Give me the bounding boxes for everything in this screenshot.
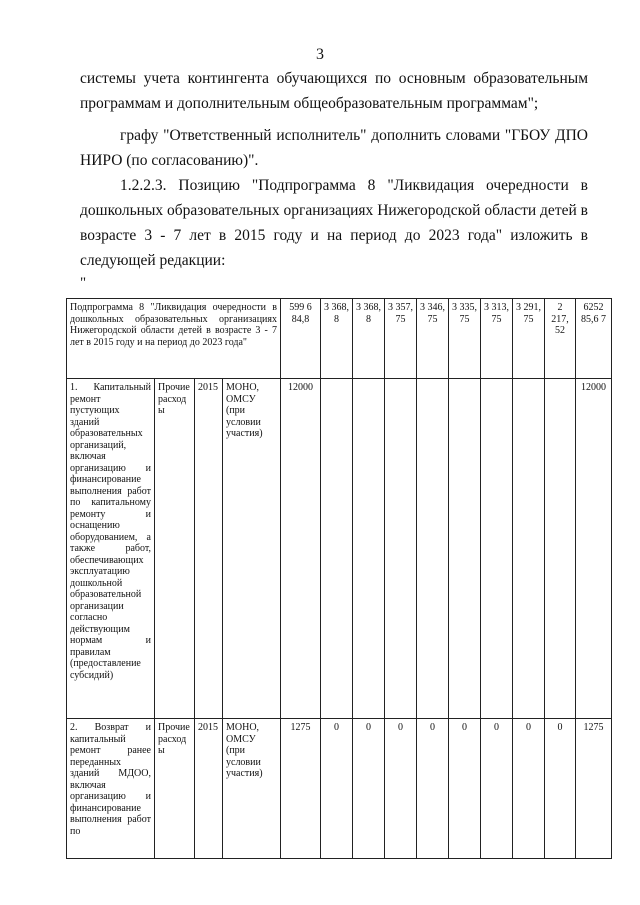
table-cell: 1275: [281, 719, 321, 859]
table-cell: 3 313, 75: [481, 299, 513, 379]
table-cell: 3 346, 75: [417, 299, 449, 379]
executor-cell: МОНО, ОМСУ (при условии участия): [223, 719, 281, 859]
table-cell: 2 217, 52: [545, 299, 576, 379]
table-cell: [417, 379, 449, 719]
table-cell: [385, 379, 417, 719]
table-cell: 3 291, 75: [513, 299, 545, 379]
table-cell: 6252 85,6 7: [576, 299, 612, 379]
table-cell: 3 357, 75: [385, 299, 417, 379]
paragraph-2-line-2: НИРО (по согласованию)".: [80, 152, 259, 169]
executor-cell: МОНО, ОМСУ (при условии участия): [223, 379, 281, 719]
table-cell: 0: [417, 719, 449, 859]
row-name-cell: 1. Капитальный ремонт пустующих зданий образовательных организаций, включая организацию и финансирование выполнения работ по капитальному ремонту и оснащению оборудованием, а также работ, обеспечивающих эксплуатацию дошкольной образовательной организации согласно действующим нормам и правилам (предоставление субсидий): [67, 379, 155, 719]
opening-quote: ": [80, 275, 87, 291]
table-cell: 0: [321, 719, 353, 859]
table-cell: 0: [385, 719, 417, 859]
table-cell: 0: [449, 719, 481, 859]
table-cell: [481, 379, 513, 719]
category-cell: Прочие расходы: [155, 379, 195, 719]
paragraph-3-line-2: дошкольных образовательных организациях Нижегородской области детей в: [80, 202, 588, 219]
table-cell: 3 368, 8: [321, 299, 353, 379]
subprogram-title-cell: Подпрограмма 8 "Ликвидация очередности в дошкольных образовательных организациях Нижегородской области детей в возрасте 3 - 7 лет в 2015 году и на период до 2023 года": [67, 299, 281, 379]
paragraph-3-line-4: следующей редакции:: [80, 252, 226, 269]
table-row: [67, 719, 612, 859]
paragraph-1-line-2: программам и дополнительным общеобразовательным программам";: [80, 95, 539, 112]
table-cell: 0: [545, 719, 576, 859]
year-cell: 2015: [195, 379, 223, 719]
table-cell: [321, 379, 353, 719]
table-cell: 3 335, 75: [449, 299, 481, 379]
table-cell: 3 368, 8: [353, 299, 385, 379]
row-name-cell: 2. Возврат и капитальный ремонт ранее переданных зданий МДОО, включая организацию и финансирование выполнения работ по: [67, 719, 155, 859]
table-cell: 0: [353, 719, 385, 859]
table-cell: [353, 379, 385, 719]
table-header-row: [67, 299, 612, 379]
paragraph-2-line-1: графу "Ответственный исполнитель" дополнить словами "ГБОУ ДПО: [120, 127, 588, 144]
table-row: [67, 379, 612, 719]
paragraph-1-line-1: системы учета контингента обучающихся по основным образовательным: [80, 70, 588, 87]
paragraph-3-line-1: 1.2.2.3. Позицию "Подпрограмма 8 "Ликвидация очередности в: [120, 177, 588, 194]
table-cell: 0: [481, 719, 513, 859]
table-cell: 599 6 84,8: [281, 299, 321, 379]
subprogram-table: [66, 298, 612, 859]
table-cell: 0: [513, 719, 545, 859]
year-cell: 2015: [195, 719, 223, 859]
table-cell: [513, 379, 545, 719]
category-cell: Прочие расходы: [155, 719, 195, 859]
table-cell: 1275: [576, 719, 612, 859]
table-cell: [449, 379, 481, 719]
table-cell: 12000: [281, 379, 321, 719]
paragraph-3-line-3: возрасте 3 - 7 лет в 2015 году и на период до 2023 года" изложить в: [80, 227, 588, 244]
table-cell: 12000: [576, 379, 612, 719]
table-cell: [545, 379, 576, 719]
page-number: 3: [316, 46, 324, 63]
